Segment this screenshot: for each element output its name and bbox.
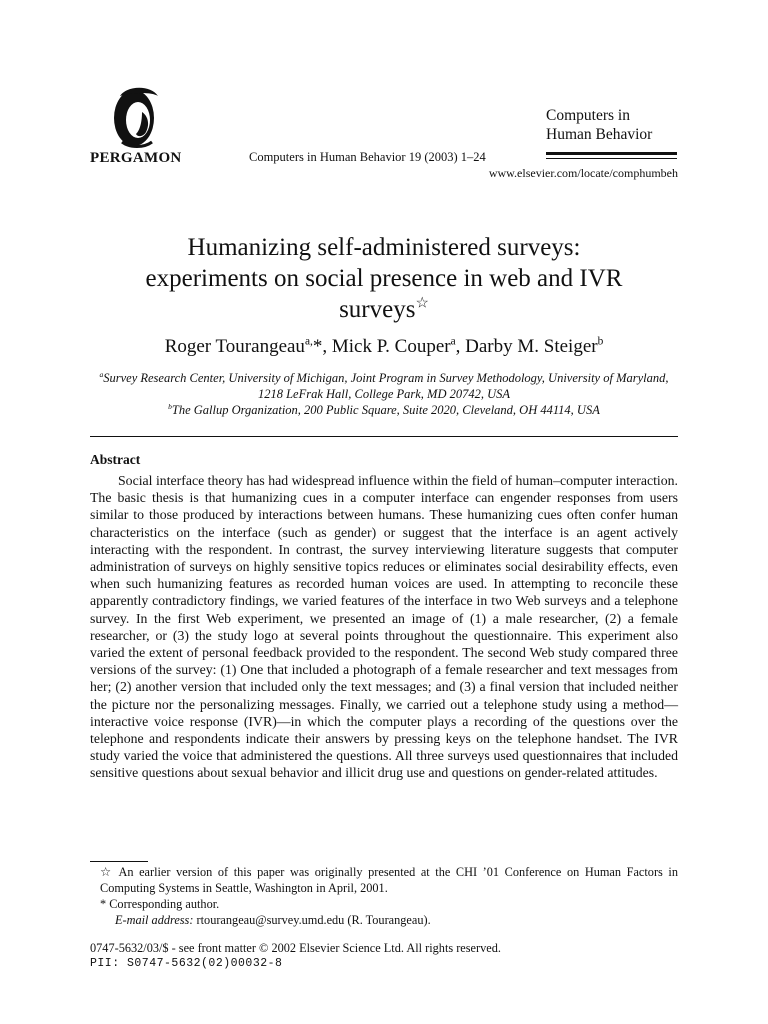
footnote-star [90,864,678,896]
copyright-line: 0747-5632/03/$ - see front matter © 2002 Elsevier Science Ltd. All rights reserved. [90,941,501,955]
journal-rule-thick [546,152,677,155]
journal-title-line2: Human Behavior [546,126,653,143]
author-affil-mark: a [450,335,456,348]
affiliation-b [90,402,678,418]
author-list [80,336,688,358]
email-label: E-mail address: [115,913,194,927]
title-footnote-mark[interactable]: ☆ [415,295,429,312]
affiliation-mark: a [99,369,104,379]
journal-url-link[interactable]: www.elsevier.com/locate/comphumbeh [488,166,678,180]
footnotes [90,864,678,928]
abstract-divider [90,436,678,437]
author-name: Roger Tourangeau [164,336,305,357]
author-separator: , [455,336,466,357]
journal-title-line1: Computers in [546,107,630,124]
footnote-email [90,912,678,928]
title-line-1: Humanizing self-administered surveys: [187,234,581,261]
journal-rule-thin [546,158,677,159]
affiliation-text: Survey Research Center, University of Michigan, Joint Program in Survey Methodology, University of Maryland, 1218 LeFrak Hall, College Park, MD 20742, USA [103,371,669,401]
title-line-3 [80,294,688,325]
author-name: Mick P. Couper [331,336,451,357]
pii-line: PII: S0747-5632(02)00032-8 [90,957,283,970]
footnote-star-text: An earlier version of this paper was originally presented at the CHI ’01 Conference on Human Factors in Computing Systems in Seattle, Washington in April, 2001. [100,865,678,895]
affiliation-mark: b [168,401,172,411]
footnote-divider [90,861,148,862]
footnote-corr-text: Corresponding author. [109,897,220,911]
author-separator: , [322,336,332,357]
title-line-2: experiments on social presence in web and IVR [145,265,623,292]
article-title [80,232,688,325]
email-address-link[interactable]: rtourangeau@survey.umd.edu (R. Tourangeau). [196,913,431,927]
minerva-head-logo-icon [92,82,192,152]
publisher-name: PERGAMON [90,150,182,166]
affiliation-text: The Gallup Organization, 200 Public Square, Suite 2020, Cleveland, OH 44114, USA [171,403,600,417]
affiliation-a [90,370,678,402]
footnote-corresponding [90,896,678,912]
journal-title [546,106,652,144]
abstract-heading: Abstract [90,452,141,467]
footnote-star-mark: ☆ [100,865,114,879]
corresponding-mark: * [312,336,323,357]
abstract-body: Social interface theory has had widespread influence within the field of human–computer interaction. The basic thesis is that humanizing cues in a computer interface can engender responses from users similar to those produced by interactions between humans. These humanizing cues often confer human characteristics on the interface (such as gender) or suggest that the interface is an agent actively interacting with the respondent. In contrast, the survey interviewing literature suggests that computer administration of surveys on highly sensitive topics reduces or eliminates social desirability effects, even when such humanizing features as recorded human voices are used. In attempting to reconcile these apparently contradictory findings, we varied features of the interface in two Web surveys and a telephone survey. In the first Web experiment, we presented an image of (1) a male researcher, (2) a female researcher, or (3) the study logo at several points throughout the questionnaire. This experiment also varied the extent of personal feedback provided to the respondent. The second Web study compared three versions of the survey: (1) One that included a photograph of a female researcher and text messages from her; (2) another version that included only the text messages; and (3) a final version that included neither the picture nor the personalizing messages. Finally, we carried out a telephone study using a method—interactive voice response (IVR)—in which the computer plays a recording of the questions over the telephone and respondents indicate their answers by pressing keys on the telephone handset. The IVR study varied the voice that administered the questions. All three surveys used questionnaires that included sensitive questions about sexual behavior and illicit drug use and questions on gender-related attitudes. [90,473,678,781]
author-name: Darby M. Steiger [465,336,598,357]
copyright-block [90,940,678,972]
author-affil-mark: b [597,335,604,348]
journal-citation: Computers in Human Behavior 19 (2003) 1–24 [249,150,486,164]
footnote-corr-mark: * [100,897,107,911]
author-affil-mark: a, [304,335,313,348]
title-word: surveys [339,296,416,323]
affiliations [90,370,678,418]
